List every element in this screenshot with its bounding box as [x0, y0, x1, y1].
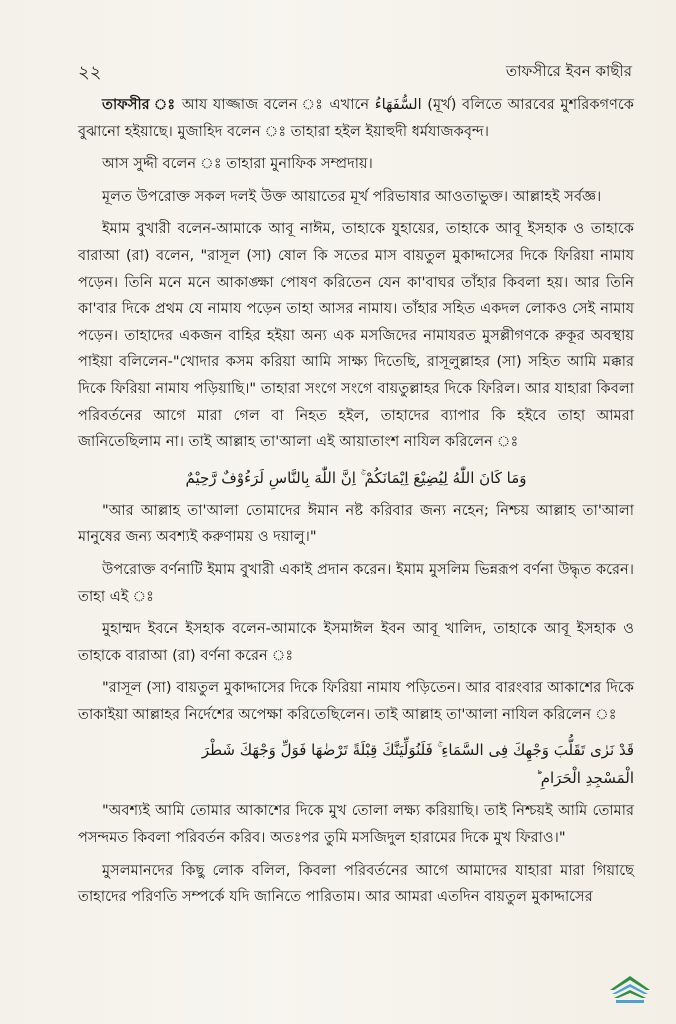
- paragraph-1: [78, 92, 634, 145]
- paragraph-6: উপরোক্ত বর্ণনাটি ইমাম বুখারী একাই প্রদান করেন। ইমাম মুসলিম ভিন্নরূপ বর্ণনা উদ্ধৃত করেন। তাহা এই ঃ: [78, 560, 634, 605]
- paragraph-4: ইমাম বুখারী বলেন-আমাকে আবূ নাঈম, তাহাকে যুহায়ের, তাহাকে আবূ ইসহাক ও তাহাকে বারাআ (রা) বলেন, "রাসূল (সা) ষোল কি সতের মাস বায়তুল মুকাদ্দাসের দিকে ফিরিয়া নামায পড়েন। তিনি মনে মনে আকাঙ্ক্ষা পোষণ করিতেন যেন কা'বাঘর তাঁহার কিবলা হয়। আর তিনি কা'বার দিকে প্রথম যে নামায পড়েন তাহা আসর নামায। তাঁহার সহিত একদল লোকও সেই নামায পড়েন। তাহাদের একজন বাহির হইয়া অন্য এক মসজিদের নামাযরত মুসল্লীগণকে রুকূর অবস্থায় পাইয়া বলিলেন-"খোদার কসম করিয়া আমি সাক্ষ্য দিতেছি, রাসূলুল্লাহর (সা) সহিত আমি মক্কার দিকে ফিরিয়া নামায পড়িয়াছি।" তাহারা সংগে সংগে বায়তুল্লাহর দিকে ফিরিল। আর যাহারা কিবলা পরিবর্তনের আগে মারা গেল বা নিহত হইল, তাহাদের ব্যাপার কি হইবে তাহা আমরা জানিতেছিলাম না। তাই আল্লাহ তা'আলা এই আয়াতাংশ নাযিল করিলেন ঃ: [78, 220, 634, 451]
- paragraph-8: "রাসূল (সা) বায়তুল মুকাদ্দাসের দিকে ফিরিয়া নামায পড়িতেন। আর বারংবার আকাশের দিকে তাকাইয়া আল্লাহর নির্দেশের অপেক্ষা করিতেছিলেন। তাই আল্লাহ তা'আলা নাযিল করিলেন ঃ: [78, 679, 634, 723]
- paragraph-3: মূলত উপরোক্ত সকল দলই উক্ত আয়াতের মূর্খ পরিভাষার আওতাভুক্ত। আল্লাহই সর্বজ্ঞ।: [102, 187, 602, 205]
- page-body: [78, 92, 634, 917]
- arabic-verse-1: وَمَا كَانَ اللّٰهُ لِيُضِيْعَ اِيْمَانَكُمْ ۚ اِنَّ اللّٰهَ بِالنَّاسِ لَرَءُوْفٌ رَّحِيْمٌ: [185, 468, 527, 487]
- paragraph-9: "অবশ্যই আমি তোমার আকাশের দিকে মুখ তোলা লক্ষ্য করিয়াছি। তাই নিশ্চয়ই আমি তোমার পসন্দমত কিবলা পরিবর্তন করিব। অতঃপর তুমি মসজিদুল হারামের দিকে মুখ ফিরাও।": [78, 802, 634, 847]
- paragraph-1-arabic-word: السُّفَهَاءُ: [374, 96, 422, 113]
- paragraph-7: মুহাম্মদ ইবনে ইসহাক বলেন-আমাকে ইসমাঈল ইবন আবূ খালিদ, তাহাকে আবূ ইসহাক ও তাহাকে বারাআ (রা) বর্ণনা করেন ঃ: [78, 620, 634, 664]
- paragraph-10: মুসলমানদের কিছু লোক বলিল, কিবলা পরিবর্তনের আগে আমাদের যাহারা মারা গিয়াছে তাহাদের পরিণতি সম্পর্কে যদি জানিতে পারিতাম। আর আমরা এতদিন বায়তুল মুকাদ্দাসের: [78, 861, 634, 906]
- arabic-verse-2-line-1: قَدْ نَرٰى تَقَلُّبَ وَجْهِكَ فِى السَّمَاءِ ۚ فَلَنُوَلِّيَنَّكَ قِبْلَةً تَرْضٰهَا فَوَلِّ وَجْهَكَ شَطْرَ: [201, 741, 634, 760]
- paragraph-1-text-a: আয যাজ্জাজ বলেন ঃ এখানে: [176, 96, 375, 113]
- publisher-logo-icon: [606, 966, 654, 1008]
- page-number: ২২: [78, 62, 102, 83]
- paragraph-2: আস সুদ্দী বলেন ঃ তাহারা মুনাফিক সম্প্রদায়।: [102, 155, 373, 173]
- arabic-verse-2-line-2: الْمَسْجِدِ الْحَرَامِ ؕ: [535, 769, 634, 788]
- tafsir-label: তাফসীর ঃ: [102, 96, 177, 113]
- paragraph-5: "আর আল্লাহ তা'আলা তোমাদের ঈমান নষ্ট করিবার জন্য নহেন; নিশ্চয় আল্লাহ তা'আলা মানুষের জন্য অবশ্যই করুণাময় ও দয়ালু।": [78, 501, 634, 546]
- paragraph-1-text-b: (মূর্খ) বলিতে আরবের মুশরিকগণকে বুঝানো হইয়াছে। মুজাহিদ বলেন ঃ তাহারা হইল ইয়াহুদী ধর্মযাজকবৃন্দ।: [78, 96, 635, 140]
- running-title: তাফসীরে ইবন কাছীর: [505, 62, 632, 80]
- page-header: [78, 58, 632, 84]
